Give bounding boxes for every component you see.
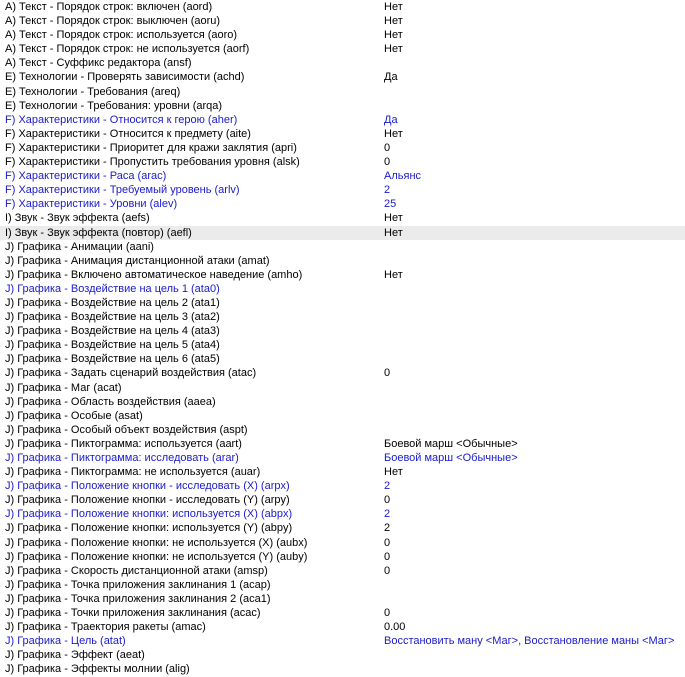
field-row[interactable] [0,550,685,564]
field-row[interactable] [0,352,685,366]
field-row[interactable] [0,493,685,507]
field-name: J) Графика - Эффект (aeat) [5,649,145,662]
field-name: J) Графика - Скорость дистанционной атаки (amsp) [5,564,268,577]
field-value: Нет [384,268,403,281]
field-name: J) Графика - Пиктограмма: используется (aart) [5,437,242,450]
field-name: A) Текст - Порядок строк: включен (aord) [5,1,213,13]
field-name: F) Характеристики - Относится к предмету (aite) [5,127,251,140]
field-name: J) Графика - Воздействие на цель 3 (ata2) [5,311,220,324]
field-row[interactable] [0,99,685,113]
field-name: J) Графика - Положение кнопки: используется (X) (abpx) [5,508,293,521]
field-row[interactable] [0,521,685,535]
field-name: F) Характеристики - Раса (arac) [5,170,167,183]
field-name: J) Графика - Включено автоматическое наведение (amho) [5,268,303,281]
field-name: J) Графика - Воздействие на цель 2 (ata1) [5,296,220,309]
field-value: Нет [384,1,403,13]
field-row[interactable] [0,211,685,225]
field-row[interactable] [0,648,685,662]
field-row[interactable] [0,0,685,14]
field-name: J) Графика - Воздействие на цель 6 (ata5) [5,353,220,366]
field-name: A) Текст - Порядок строк: используется (aoro) [5,29,238,42]
field-row[interactable] [0,662,685,676]
field-row[interactable] [0,366,685,380]
field-row[interactable] [0,423,685,437]
field-row[interactable] [0,14,685,28]
field-row[interactable] [0,465,685,479]
field-name: E) Технологии - Требования: уровни (arqa) [5,99,223,112]
field-name: J) Графика - Положение кнопки: используется (Y) (abpy) [5,522,293,535]
field-row[interactable] [0,268,685,282]
field-value: Нет [384,15,403,28]
field-row[interactable] [0,338,685,352]
field-row[interactable] [0,578,685,592]
field-row[interactable] [0,70,685,84]
field-value: Нет [384,127,403,140]
field-name: J) Графика - Воздействие на цель 5 (ata4) [5,339,220,352]
field-row[interactable] [0,183,685,197]
field-name: F) Характеристики - Приоритет для кражи заклятия (apri) [5,141,297,154]
field-value: Да [384,71,398,84]
field-name: J) Графика - Особые (asat) [5,409,143,422]
field-name: J) Графика - Пиктограмма: исследовать (arar) [5,452,239,464]
field-row[interactable] [0,141,685,155]
field-row[interactable] [0,310,685,324]
field-row[interactable] [0,507,685,521]
field-name: J) Графика - Положение кнопки - исследовать (Y) (arpy) [5,494,290,507]
field-name: F) Характеристики - Требуемый уровень (arlv) [5,184,240,197]
field-value: Восстановить ману <Маг>, Восстановление маны <Маг> [384,635,675,648]
field-value: Нет [384,29,403,42]
field-row[interactable] [0,127,685,141]
field-value: Боевой марш <Обычные> [384,452,518,464]
field-name: J) Графика - Траектория ракеты (amac) [5,621,206,634]
field-value: 0.00 [384,621,406,634]
field-value: 0 [384,367,391,380]
field-value: 2 [384,480,391,493]
field-row[interactable] [0,85,685,99]
field-value: Нет [384,466,403,479]
field-name: J) Графика - Эффекты молнии (alig) [5,663,190,676]
field-row[interactable] [0,28,685,42]
field-row[interactable] [0,226,685,240]
field-name: A) Текст - Суффикс редактора (ansf) [5,57,192,70]
field-value: 0 [384,536,391,549]
field-name: J) Графика - Воздействие на цель 4 (ata3) [5,325,220,338]
field-row[interactable] [0,56,685,70]
field-row[interactable] [0,564,685,578]
field-value: Нет [384,43,403,56]
field-row[interactable] [0,381,685,395]
field-row[interactable] [0,409,685,423]
field-row[interactable] [0,113,685,127]
field-name: E) Технологии - Требования (areq) [5,85,181,98]
field-value: 0 [384,494,391,507]
field-name: J) Графика - Положение кнопки - исследовать (X) (arpx) [5,480,290,493]
field-row[interactable] [0,324,685,338]
field-row[interactable] [0,451,685,465]
field-row[interactable] [0,155,685,169]
field-name: A) Текст - Порядок строк: не используется (aorf) [5,43,250,56]
field-row[interactable] [0,254,685,268]
field-row[interactable] [0,197,685,211]
field-name: J) Графика - Точка приложения заклинания 2 (aca1) [5,592,271,605]
field-row[interactable] [0,634,685,648]
field-name: F) Характеристики - Относится к герою (aher) [5,113,238,126]
field-name: J) Графика - Положение кнопки: не используется (Y) (auby) [5,550,308,563]
field-value: Да [384,113,398,126]
field-name: F) Характеристики - Пропустить требования уровня (alsk) [5,156,300,169]
field-value: 0 [384,156,391,169]
field-name: F) Характеристики - Уровни (alev) [5,198,178,211]
field-value: Нет [384,212,403,225]
field-name: J) Графика - Анимации (aani) [5,240,154,253]
field-row[interactable] [0,240,685,254]
field-value: 0 [384,607,391,620]
field-value: Нет [384,226,403,239]
field-name: J) Графика - Положение кнопки: не используется (X) (aubx) [5,536,308,549]
field-name: E) Технологии - Проверять зависимости (achd) [5,71,245,84]
field-name: A) Текст - Порядок строк: выключен (aoru) [5,15,221,28]
field-value: Боевой марш <Обычные> [384,437,518,450]
field-value: 25 [384,198,397,211]
field-value: 2 [384,522,391,535]
field-name: J) Графика - Пиктограмма: не используется (auar) [5,466,261,479]
field-value: 2 [384,184,391,197]
field-name: J) Графика - Воздействие на цель 1 (ata0) [5,282,220,295]
field-row[interactable] [0,169,685,183]
field-row[interactable] [0,437,685,451]
field-name: J) Графика - Точка приложения заклинания 1 (acap) [5,578,271,591]
field-row[interactable] [0,606,685,620]
field-row[interactable] [0,395,685,409]
field-row[interactable] [0,42,685,56]
field-value: Альянс [384,170,422,183]
field-name: I) Звук - Звук эффекта (aefs) [5,212,150,225]
field-value: 2 [384,508,391,521]
field-row[interactable] [0,592,685,606]
field-value: 0 [384,141,391,154]
field-row[interactable] [0,536,685,550]
field-value: 0 [384,550,391,563]
field-name: J) Графика - Особый объект воздействия (aspt) [5,423,248,436]
field-name: I) Звук - Звук эффекта (повтор) (aefl) [5,226,192,239]
field-value: 0 [384,564,391,577]
field-row[interactable] [0,620,685,634]
field-name: J) Графика - Маг (acat) [5,381,122,394]
field-name: J) Графика - Цель (atat) [5,635,126,648]
field-row[interactable] [0,296,685,310]
field-name: J) Графика - Область воздействия (aaea) [5,395,216,408]
field-row[interactable] [0,282,685,296]
field-name: J) Графика - Анимация дистанционной атаки (amat) [5,254,270,267]
field-row[interactable] [0,479,685,493]
field-name: J) Графика - Задать сценарий воздействия (atac) [5,367,257,380]
field-name: J) Графика - Точки приложения заклинания (acac) [5,607,261,620]
